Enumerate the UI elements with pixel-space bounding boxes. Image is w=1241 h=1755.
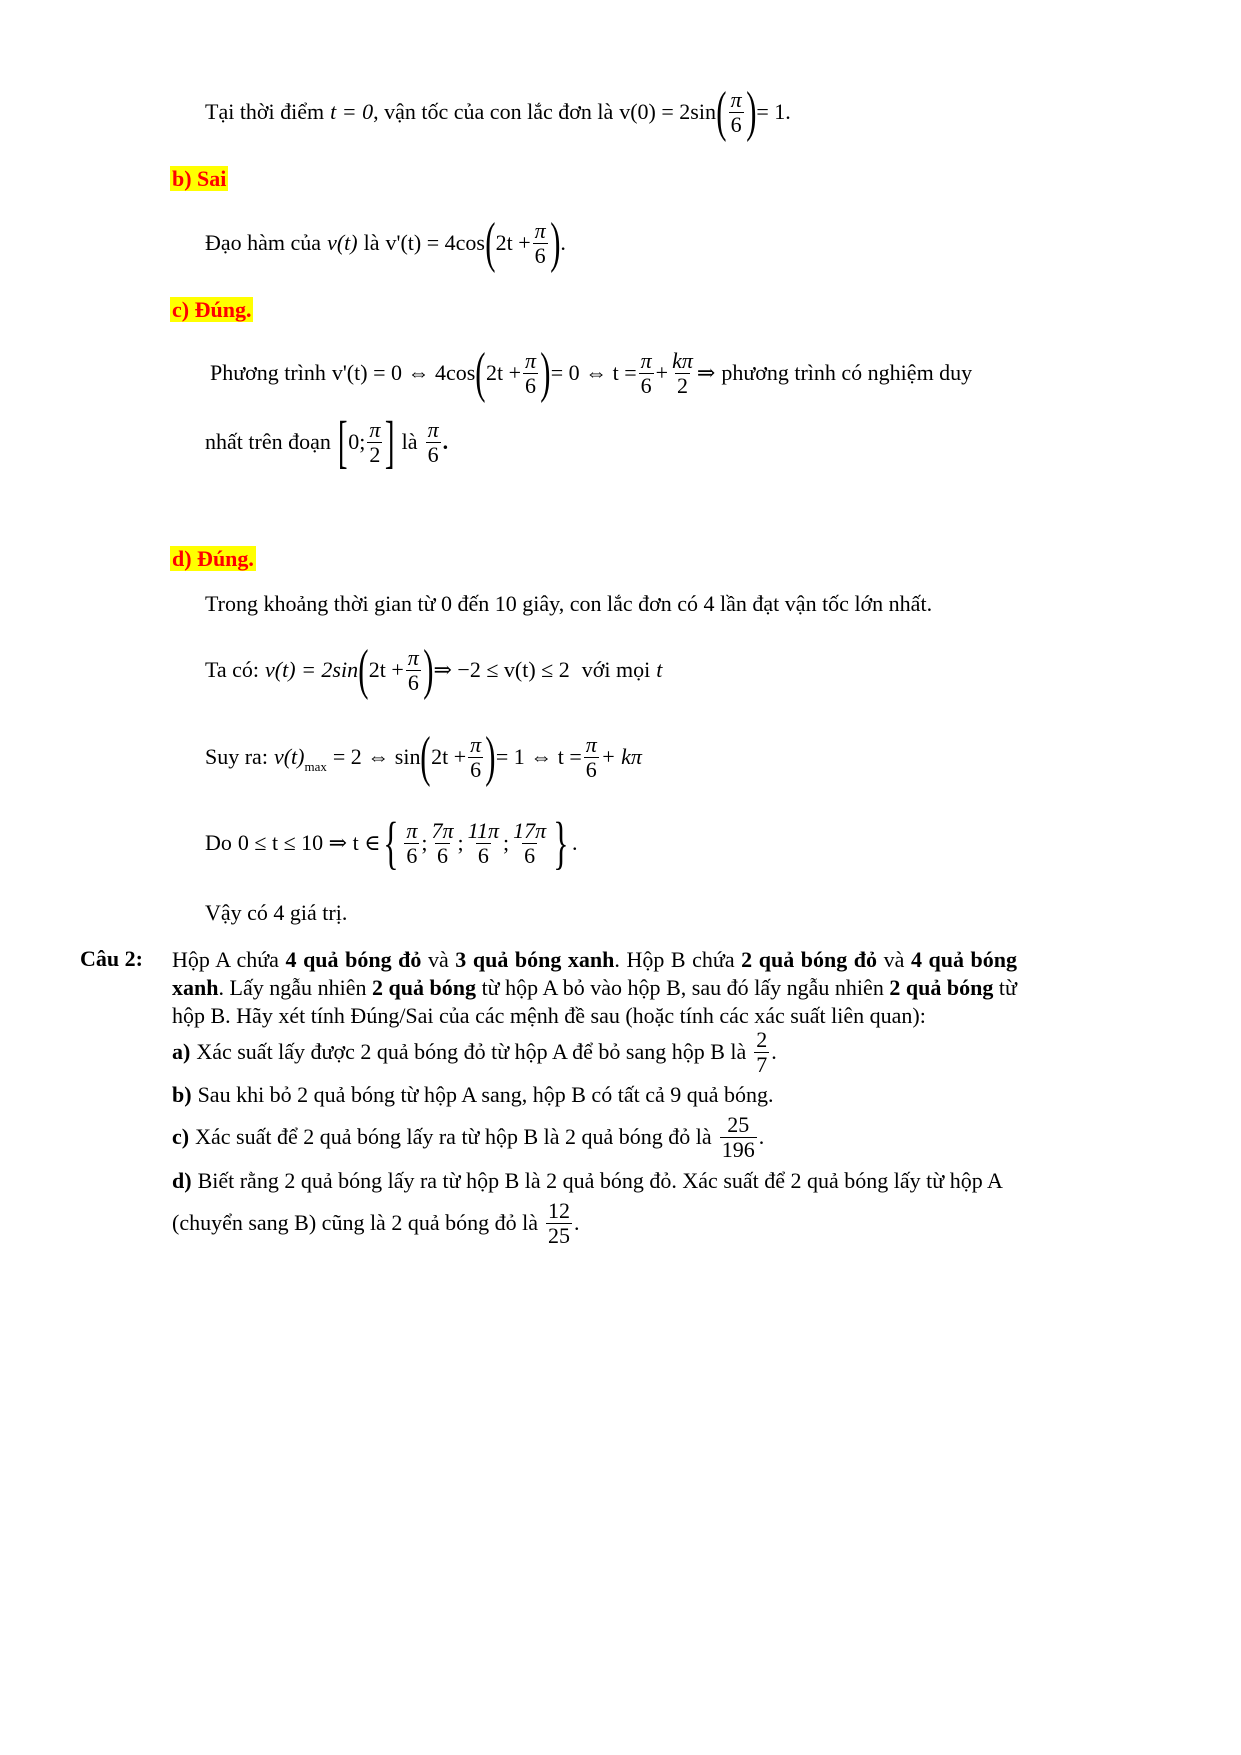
implies-arrow: ⇒ [696,360,716,385]
question2-item-d [172,1166,1003,1196]
fraction: $\frac{\pi}{6}$ [407,645,419,695]
taco-rhs: ⇒ −2 ≤ v(t) ≤ 2 [433,657,570,682]
item-a-text: Xác suất lấy được 2 quả bóng đỏ từ hộp A để bỏ sang hộp B là [196,1039,747,1064]
part-a-t-eq: t = 0 [330,99,374,124]
fraction: $\frac{\pi}{6}$ [730,87,742,137]
part-a-mid: , vận tốc của con lắc đơn là [373,99,614,124]
kpi-term: + kπ [600,744,642,769]
max-subscript: max [304,759,327,774]
part-b-text1: Đạo hàm của [205,230,322,255]
right-brace: } [553,810,569,875]
fraction: $\frac{7\pi}{6}$ [431,818,454,868]
left-paren: ( [358,639,369,701]
suyra-label: Suy ra: [205,744,268,769]
item-c-text: Xác suất để 2 quả bóng lấy ra từ hộp B là 2 quả bóng đỏ là [195,1124,712,1149]
item-b-label: b) [172,1082,192,1107]
fraction: $\frac{\pi}{6}$ [427,417,439,467]
period: . [573,1210,580,1235]
item-d-text1: Biết rằng 2 quả bóng lấy ra từ hộp B là 2 quả bóng đỏ. Xác suất để 2 quả bóng lấy từ hộp A [197,1168,1003,1193]
plus-sign: + [655,360,669,385]
part-c-eq1: v'(t) = 0 ⇔ 4cos [331,360,476,385]
question2-item-c [172,1110,764,1164]
right-paren: ) [485,726,496,788]
suyra-inner: 2t + [431,744,467,769]
fraction: $\frac{\pi}{6}$ [534,218,546,268]
item-b-text: Sau khi bỏ 2 quả bóng từ hộp A sang, hộp B có tất cả 9 quả bóng. [197,1082,774,1107]
part-d-taco [205,640,662,700]
question2-item-a [172,1026,777,1078]
question2-item-b [172,1080,773,1110]
vmax: v(t) [273,744,305,769]
part-b-inner: 2t + [495,230,531,255]
question2-item-d-cont [172,1196,579,1250]
fraction: $\frac{\pi}{6}$ [470,732,482,782]
part-b-vt: v(t) [327,230,358,255]
part-c-end: . [442,429,449,454]
right-paren: ) [423,639,434,701]
t-var: t [656,657,663,682]
part-a-formula-lhs: v(0) = 2sin [619,99,716,124]
taco-label: Ta có: [205,657,260,682]
left-paren: ( [485,212,496,274]
suyra-rhs: = 1 ⇔ t = [495,744,582,769]
left-brace: { [383,810,400,875]
part-d-do: Do 0 ≤ t ≤ 10 ⇒ t ∈ { $\frac{\pi}{6}$ ; $\frac{7\pi}{6}$ ; $\frac{11\pi}{6}$ ; $\frac{17\pi}{6}$ } . [205,810,578,875]
fraction: $\frac{12}{25}$ [547,1198,570,1248]
fraction: $\frac{k\pi}{2}$ [672,348,693,398]
fraction: $\frac{\pi}{6}$ [525,348,537,398]
part-d-label: d) Đúng. [172,546,254,571]
part-b-label: b) Sai [172,166,227,191]
taco-inner: 2t + [368,657,404,682]
part-c-text1: Phương trình [210,360,326,385]
fraction: $\frac{\pi}{6}$ [585,732,597,782]
part-c-text3: nhất trên đoạn [205,429,331,454]
part-d-conclusion: Vậy có 4 giá trị. [205,900,348,925]
fraction: $\frac{11\pi}{6}$ [467,818,500,868]
suyra-eq: = 2 ⇔ sin [332,744,421,769]
fraction: $\frac{\pi}{6}$ [640,348,652,398]
right-bracket: ] [385,409,395,474]
left-paren: ( [716,81,727,143]
question2-paragraph: Hộp A chứa 4 quả bóng đỏ và 3 quả bóng xanh. Hộp B chứa 2 quả bóng đỏ và 4 quả bóng xanh. Lấy ngẫu nhiên 2 quả bóng từ hộp A bỏ vào hộp B, sau đó lấy ngẫu nhiên 2 quả bóng từ hộp B. Hãy xét tính Đúng/Sai của các mệnh đề sau (hoặc tính các xác suất liên quan): [172,947,1018,1028]
part-d-intro: Trong khoảng thời gian từ 0 đến 10 giây, con lắc đơn có 4 lần đạt vận tốc lớn nhất. [205,591,933,616]
do-label: Do [205,830,232,855]
voimoi: với mọi [581,657,651,682]
part-b-line [205,213,566,273]
part-b-derivative: v'(t) = 4cos [385,230,485,255]
part-c-text2: phương trình có nghiệm duy [721,360,973,385]
left-paren: ( [475,342,486,404]
item-a-label: a) [172,1039,191,1064]
fraction: $\frac{\pi}{6}$ [406,818,418,868]
taco-eq: v(t) = 2sin [265,657,359,682]
left-paren: ( [420,726,431,788]
part-c-text4: là [401,429,418,454]
period: . [758,1124,765,1149]
right-paren: ) [549,212,561,274]
right-paren: ) [540,342,551,404]
do-end: . [572,830,578,855]
part-a-formula-rhs: = 1. [756,99,791,124]
fraction: $\frac{25}{196}$ [721,1112,755,1162]
period: . [771,1039,777,1064]
part-a-line [205,82,791,142]
part-c-line1 [210,343,972,403]
part-b-end: . [560,230,566,255]
question2-label: Câu 2: [80,946,143,971]
part-c-eq2: = 0 ⇔ t = [550,360,637,385]
do-eq: 0 ≤ t ≤ 10 ⇒ t ∈ [237,830,381,855]
fraction: $\frac{2}{7}$ [756,1027,768,1077]
part-a-text: Tại thời điểm [205,99,325,124]
item-d-text2: (chuyển sang B) cũng là 2 quả bóng đỏ là [172,1210,538,1235]
left-bracket: [ [337,409,348,474]
part-c-line2 [205,409,449,474]
fraction: $\frac{17\pi}{6}$ [513,818,547,868]
part-c-label: c) Đúng. [172,297,252,322]
part-b-text2: là [363,230,380,255]
right-paren: ) [745,81,757,143]
interval-left: 0; [348,429,366,454]
part-d-suyra [205,727,642,787]
item-c-label: c) [172,1124,190,1149]
item-d-label: d) [172,1168,192,1193]
fraction: $\frac{\pi}{2}$ [369,417,381,467]
part-c-inner: 2t + [485,360,521,385]
